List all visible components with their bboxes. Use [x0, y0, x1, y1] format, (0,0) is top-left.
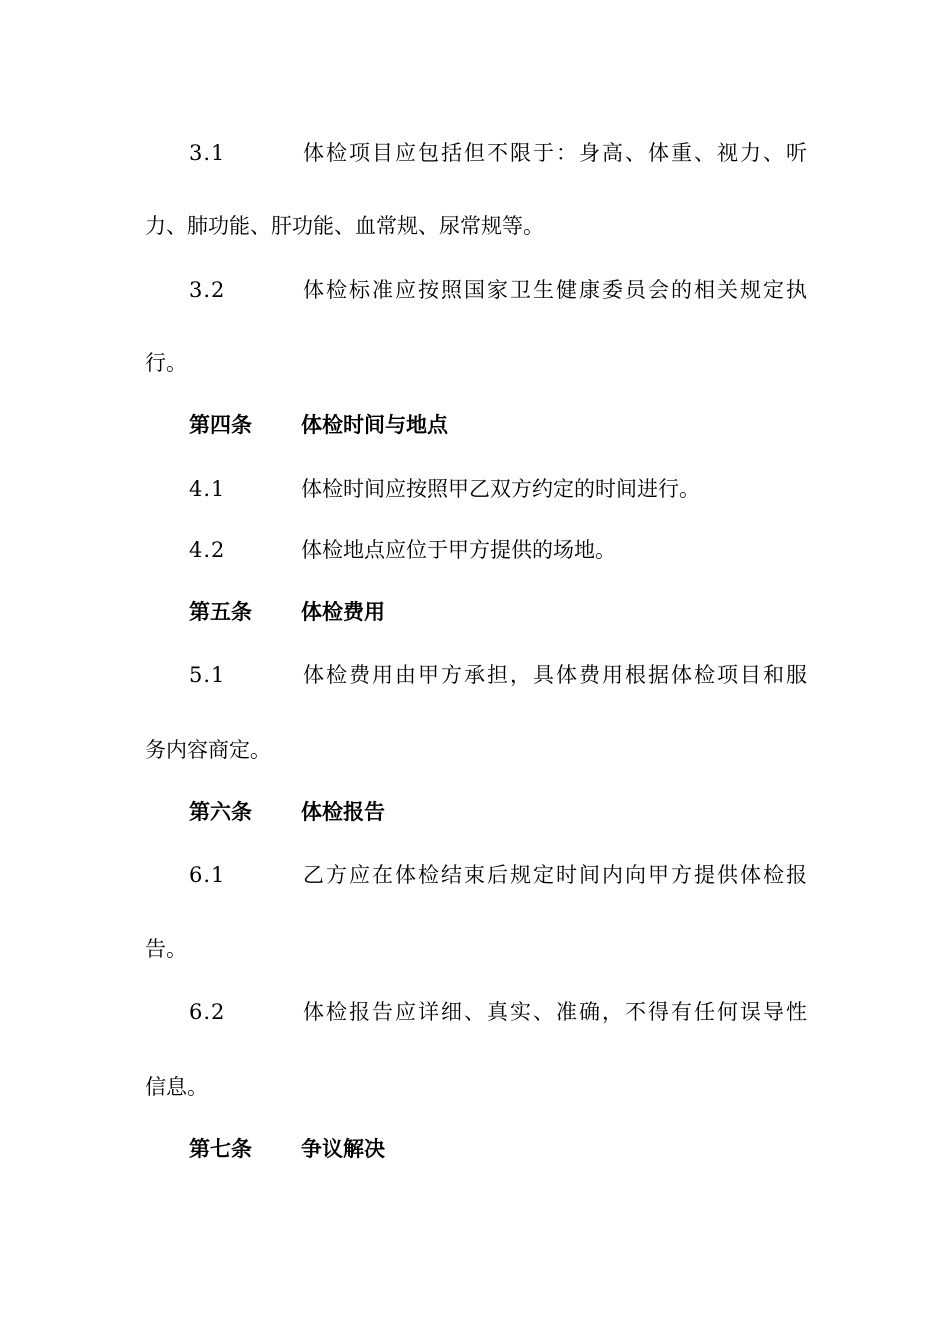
clause-number: 3.1 [189, 141, 226, 165]
article-label: 第五条 [189, 599, 252, 624]
clause-text-continued: 务内容商定。 [145, 738, 271, 762]
clause-text: 体检时间应按照甲乙双方约定的时间进行。 [301, 477, 700, 501]
article-title: 争议解决 [301, 1136, 385, 1161]
clause-text-continued: 信息。 [145, 1075, 208, 1099]
clause-number: 4.1 [189, 477, 226, 501]
clause-number: 3.2 [189, 278, 226, 302]
article-label: 第七条 [189, 1136, 252, 1161]
clause-text: 体检标准应按照国家卫生健康委员会的相关规定执 [303, 278, 807, 302]
clause-number: 4.2 [189, 538, 226, 562]
clause-text: 体检项目应包括但不限于：身高、体重、视力、听 [303, 141, 807, 165]
article-title: 体检时间与地点 [301, 412, 448, 437]
clause-text: 体检地点应位于甲方提供的场地。 [301, 538, 616, 562]
article-label: 第四条 [189, 412, 252, 437]
clause-text-continued: 告。 [145, 937, 187, 961]
clause-number: 6.1 [189, 863, 226, 887]
clause-text: 体检费用由甲方承担，具体费用根据体检项目和服 [303, 663, 807, 687]
article-label: 第六条 [189, 799, 252, 824]
clause-number: 6.2 [189, 1000, 226, 1024]
clause-text: 乙方应在体检结束后规定时间内向甲方提供体检报 [303, 863, 807, 887]
article-title: 体检报告 [301, 799, 385, 824]
article-title: 体检费用 [301, 599, 385, 624]
clause-text-continued: 力、肺功能、肝功能、血常规、尿常规等。 [145, 214, 544, 238]
clause-text: 体检报告应详细、真实、准确，不得有任何误导性 [303, 1000, 807, 1024]
clause-text-continued: 行。 [145, 351, 187, 375]
clause-number: 5.1 [189, 663, 226, 687]
